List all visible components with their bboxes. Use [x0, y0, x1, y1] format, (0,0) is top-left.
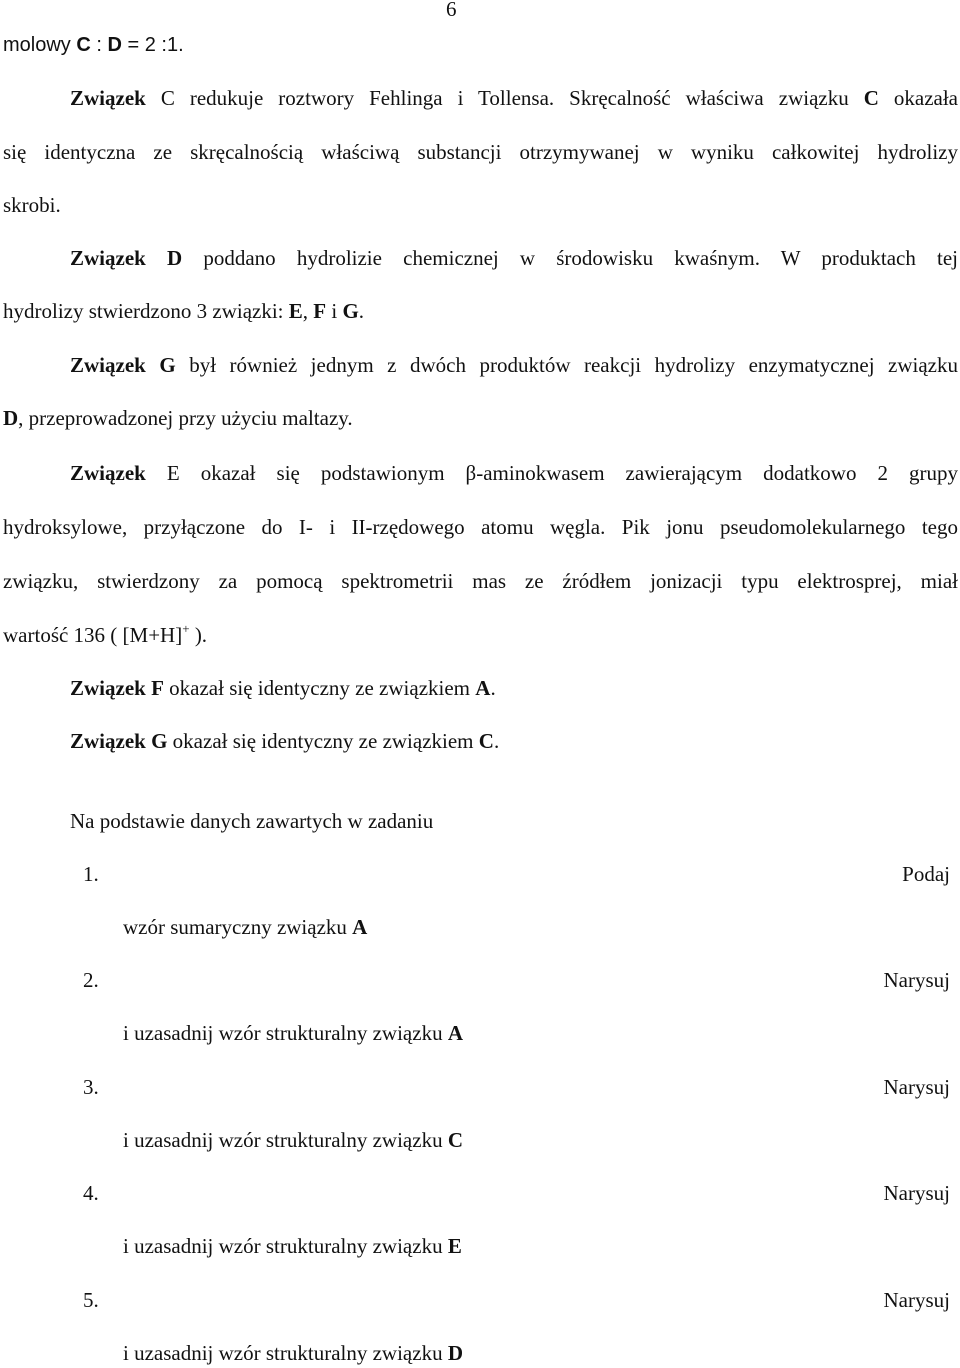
paragraph-line: związku, stwierdzony za pomocą spektrometrii mas ze źródłem jonizacji typu elektrosprej, miał: [3, 569, 958, 593]
paragraph-line: skrobi.: [3, 193, 61, 217]
task-intro: Na podstawie danych zawartych w zadaniu: [70, 809, 434, 833]
task-text: i uzasadnij wzór strukturalny związku A: [123, 1021, 463, 1045]
paragraph-line: Związek G był również jednym z dwóch produktów reakcji hydrolizy enzymatycznej związku: [70, 353, 959, 377]
paragraph-line: Związek F okazał się identyczny ze związkiem A.: [70, 676, 496, 700]
task-number: 3.: [83, 1075, 99, 1099]
paragraph-line: Związek E okazał się podstawionym β-aminokwasem zawierającym dodatkowo 2 grupy: [70, 461, 959, 485]
paragraph-line: hydroksylowe, przyłączone do I- i II-rzędowego atomu węgla. Pik jonu pseudomolekularnego tego: [3, 515, 958, 539]
paragraph-line: hydrolizy stwierdzono 3 związki: E, F i G.: [3, 299, 365, 323]
page-number: 6: [446, 0, 457, 21]
task-verb: Narysuj: [883, 1075, 950, 1099]
task-text: wzór sumaryczny związku A: [123, 915, 368, 939]
paragraph-line: Związek C redukuje roztwory Fehlinga i Tollensa. Skręcalność właściwa związku C okazała: [70, 86, 959, 110]
paragraph-line: Związek D poddano hydrolizie chemicznej w środowisku kwaśnym. W produktach tej: [70, 246, 958, 270]
task-verb: Narysuj: [883, 968, 950, 992]
paragraph-line: Związek G okazał się identyczny ze związkiem C.: [70, 729, 500, 753]
task-number: 5.: [83, 1288, 99, 1312]
task-verb: Narysuj: [883, 1288, 950, 1312]
paragraph-line: D, przeprowadzonej przy użyciu maltazy.: [3, 406, 353, 430]
text-line: molowy C : D = 2 :1.: [3, 34, 184, 56]
task-text: i uzasadnij wzór strukturalny związku E: [123, 1234, 462, 1258]
paragraph-line: wartość 136 ( [M+H]+ ).: [3, 621, 208, 647]
task-number: 1.: [83, 862, 99, 886]
paragraph-line: się identyczna ze skręcalnością właściwą substancji otrzymywanej w wyniku całkowitej hydrolizy: [3, 140, 958, 164]
task-number: 4.: [83, 1181, 99, 1205]
task-verb: Narysuj: [883, 1181, 950, 1205]
task-verb: Podaj: [902, 862, 950, 886]
task-text: i uzasadnij wzór strukturalny związku D: [123, 1341, 463, 1365]
task-number: 2.: [83, 968, 99, 992]
task-text: i uzasadnij wzór strukturalny związku C: [123, 1128, 463, 1152]
